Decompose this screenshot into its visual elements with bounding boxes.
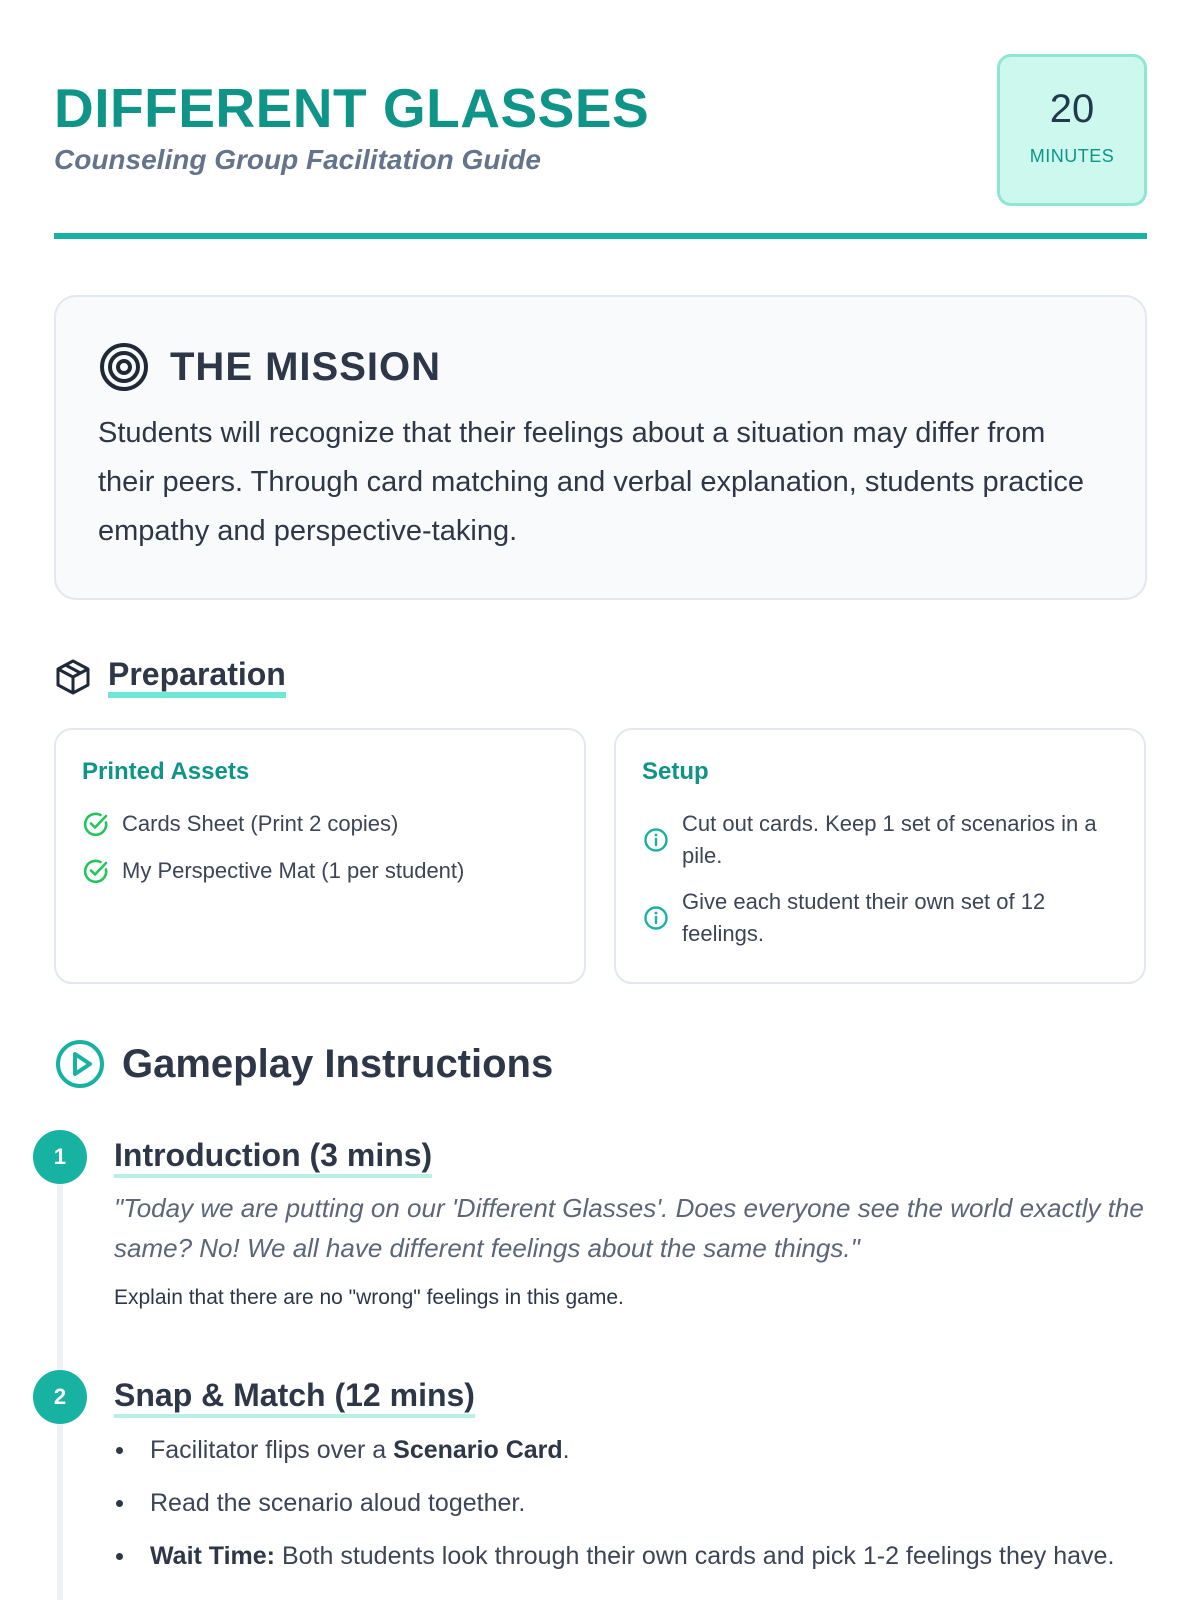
info-icon — [642, 826, 670, 854]
preparation-heading — [54, 656, 286, 698]
page-subtitle: Counseling Group Facilitation Guide — [54, 144, 541, 175]
step-number: 2 — [33, 1370, 87, 1424]
header-divider — [54, 233, 1147, 239]
page-title: DIFFERENT GLASSES — [54, 77, 650, 139]
facilitation-guide-page — [54, 0, 1147, 1600]
mission-text: Students will recognize that their feelings about a situation may differ from their peers. Through card matching and verbal explanation, students practice empathy and perspective-taking. — [98, 417, 1085, 547]
gameplay-title: Gameplay Instructions — [122, 1041, 554, 1086]
list-item: Wait Time: Both students look through their own cards and pick 1-2 feelings they have. — [114, 1538, 1154, 1574]
asset-label: My Perspective Mat (1 per student) — [122, 858, 465, 883]
box-icon — [54, 658, 92, 696]
play-circle-icon — [54, 1038, 106, 1090]
target-icon — [98, 341, 150, 393]
step-bullets — [114, 1432, 1154, 1591]
step-number: 1 — [33, 1130, 87, 1184]
setup-list — [642, 808, 1122, 964]
mission-panel — [54, 295, 1147, 600]
setup-title: Setup — [642, 758, 709, 785]
preparation-title: Preparation — [108, 656, 286, 698]
list-item — [642, 886, 1122, 950]
setup-step: Give each student their own set of 12 feelings. — [682, 889, 1046, 946]
step-note: Explain that there are no "wrong" feelings in this game. — [114, 1286, 624, 1309]
list-item: Read the scenario aloud together. — [114, 1485, 1154, 1521]
step-quote: "Today we are putting on our 'Different Glasses'. Does everyone see the world exactly the same? No! We all have different feelings about the same things." — [114, 1193, 1144, 1263]
setup-step: Cut out cards. Keep 1 set of scenarios in a pile. — [682, 811, 1097, 868]
duration-badge — [997, 54, 1147, 206]
mission-title: THE MISSION — [170, 344, 442, 389]
list-item: Facilitator flips over a Scenario Card. — [114, 1432, 1154, 1468]
info-icon — [642, 904, 670, 932]
check-circle-icon — [82, 810, 110, 838]
printed-assets-list — [82, 808, 562, 902]
check-circle-icon — [82, 857, 110, 885]
asset-label: Cards Sheet (Print 2 copies) — [122, 811, 399, 836]
step-title: Introduction (3 mins) — [114, 1136, 432, 1178]
list-item — [82, 808, 562, 840]
printed-assets-title: Printed Assets — [82, 758, 250, 785]
mission-heading — [98, 341, 441, 393]
list-item — [642, 808, 1122, 872]
step-title: Snap & Match (12 mins) — [114, 1376, 475, 1418]
guide-header — [54, 52, 1147, 238]
duration-value: 20 — [1049, 87, 1095, 131]
setup-card — [614, 728, 1146, 984]
list-item — [82, 855, 562, 887]
printed-assets-card — [54, 728, 586, 984]
gameplay-heading — [54, 1038, 553, 1090]
duration-unit: MINUTES — [1029, 146, 1115, 166]
